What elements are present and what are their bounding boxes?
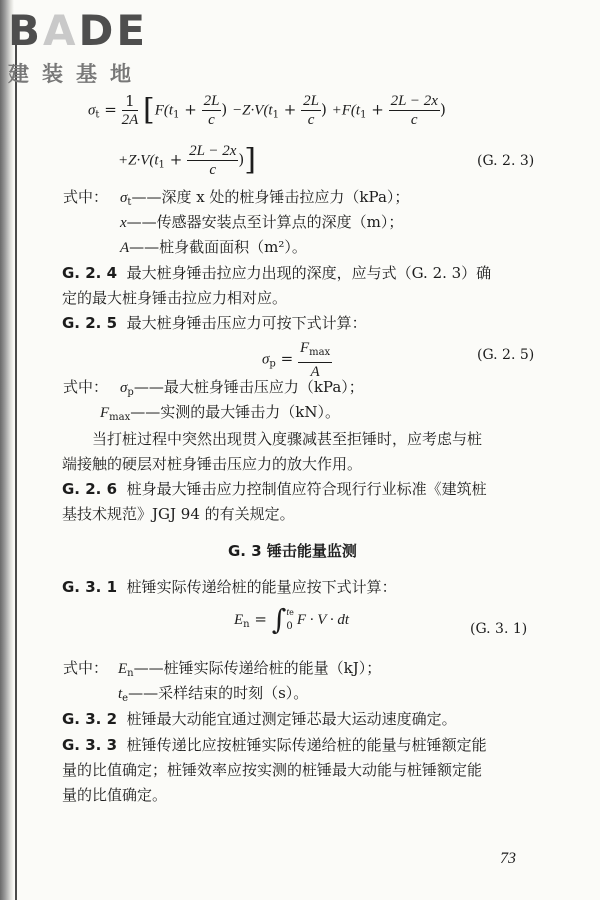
page-number: 73 bbox=[500, 850, 516, 867]
watermark-subtitle: 建装基地 bbox=[8, 62, 144, 86]
clause-g32: G. 3. 2 桩锤最大动能宜通过测定锤芯最大运动速度确定。 bbox=[62, 710, 457, 728]
definition-sigma-t: $\sigma_t——$深度 x 处的桩身锤击拉应力（kPa）； bbox=[120, 188, 410, 208]
where-label: 式中： bbox=[63, 378, 109, 396]
clause-g33-line2: 量的比值确定；桩锤效率应按实测的桩锤最大动能与桩锤额定能 bbox=[62, 761, 483, 779]
equation-number-g31: (G. 3. 1) bbox=[470, 621, 528, 637]
definition-a: A——桩身截面面积（m²）。 bbox=[120, 238, 307, 256]
equation-g23-line2: $+Z\cdot V(t_1$ + $\frac{2L - 2x}{c}$ )] bbox=[118, 142, 256, 178]
clause-g26-line1: G. 2. 6 桩身最大锤击应力控制值应符合现行行业标准《建筑桩 bbox=[62, 480, 487, 498]
note-line1: 当打桩过程中突然出现贯入度骤减甚至拒锤时，应考虑与桩 bbox=[92, 430, 483, 448]
clause-g24-line2: 定的最大桩身锤击拉应力相对应。 bbox=[62, 289, 288, 307]
clause-g33-line3: 量的比值确定。 bbox=[62, 786, 168, 804]
definition-te: $t_e——$采样结束的时刻（s）。 bbox=[118, 684, 309, 704]
equation-g31: $E_n$ = ∫ te 0 F · V · dt bbox=[234, 603, 350, 636]
bade-logo-watermark: BADE bbox=[8, 6, 149, 55]
definition-sigma-p: $\sigma_p——$最大桩身锤击压应力（kPa）； bbox=[120, 378, 364, 398]
clause-g26-line2: 基技术规范》JGJ 94 的有关规定。 bbox=[62, 505, 295, 523]
margin-rule bbox=[15, 40, 17, 900]
clause-g31: G. 3. 1 桩锤实际传递给桩的能量应按下式计算： bbox=[62, 578, 397, 596]
equation-number-g23: (G. 2. 3) bbox=[477, 153, 535, 169]
equation-g25: $\sigma_p$ = $\frac{F_{max}}{A}$ bbox=[262, 340, 331, 380]
definition-fmax: $F_{max}——$实测的最大锤击力（kN）。 bbox=[100, 403, 340, 423]
book-spine-shadow bbox=[0, 0, 14, 900]
equation-number-g25: (G. 2. 5) bbox=[477, 347, 535, 363]
where-label: 式中： bbox=[63, 188, 109, 206]
definition-en: $E_n——$桩锤实际传递给桩的能量（kJ）； bbox=[118, 659, 382, 679]
clause-g25: G. 2. 5 最大桩身锤击压应力可按下式计算： bbox=[62, 314, 367, 332]
where-label: 式中： bbox=[63, 659, 109, 677]
clause-g24-line1: G. 2. 4 最大桩身锤击拉应力出现的深度，应与式（G. 2. 3）确 bbox=[62, 264, 492, 282]
section-title-g3: G. 3 锤击能量监测 bbox=[228, 542, 357, 560]
equation-g23-line1: $\sigma_t$ = $\frac{1}{2A}$ [$F(t_1$ + $\frac{2L}{c}$ ) $-Z\cdot V(t_1$ + $\frac{2L}{c}$ ) $+F(t_1$ + $\frac{2L - 2x}{c}$ ) bbox=[88, 92, 446, 128]
clause-g33-line1: G. 3. 3 桩锤传递比应按桩锤实际传递给桩的能量与桩锤额定能 bbox=[62, 736, 487, 754]
note-line2: 端接触的硬层对桩身锤击压应力的放大作用。 bbox=[62, 455, 363, 473]
definition-x: x——传感器安装点至计算点的深度（m）； bbox=[120, 213, 404, 231]
